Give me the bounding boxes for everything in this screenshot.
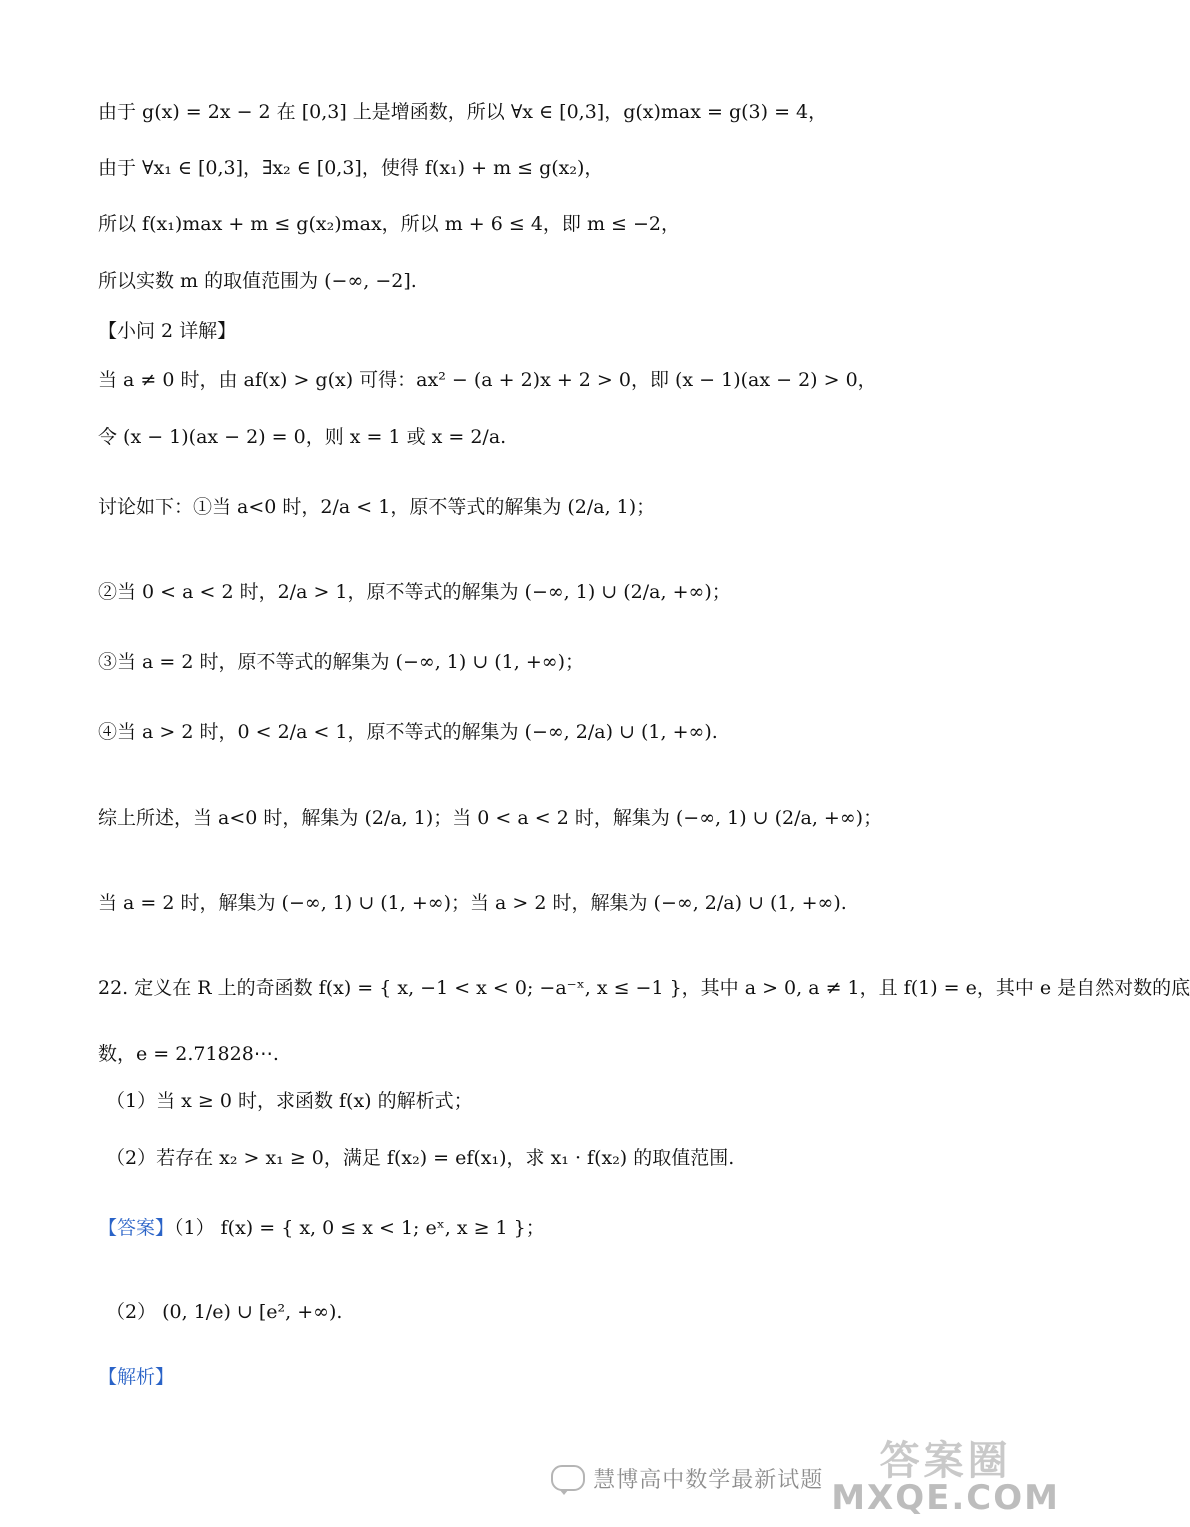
- watermark: [551, 1438, 1060, 1518]
- text-line: ④当 a > 2 时，0 < 2/a < 1，原不等式的解集为 (−∞, 2/a) ∪ (1, +∞).: [98, 721, 718, 743]
- watermark-logo-en: MXQE.COM: [831, 1478, 1060, 1518]
- answer-label: 【答案】: [98, 1217, 175, 1239]
- text-line: 综上所述，当 a<0 时，解集为 (2/a, 1)；当 0 < a < 2 时，解集为 (−∞, 1) ∪ (2/a, +∞)；: [98, 807, 883, 829]
- answer-part-2: （2） (0, 1/e) ∪ [e², +∞).: [106, 1301, 343, 1323]
- text-line: 数，e = 2.71828⋯.: [98, 1043, 279, 1065]
- text-line: 当 a ≠ 0 时，由 af(x) > g(x) 可得：ax² − (a + 2)x + 2 > 0，即 (x − 1)(ax − 2) > 0，: [98, 369, 877, 391]
- watermark-logo: [831, 1438, 1060, 1518]
- text-line: 由于 g(x) = 2x − 2 在 [0,3] 上是增函数，所以 ∀x ∈ [0,3]，g(x)max = g(3) = 4，: [98, 101, 828, 123]
- analysis-line: [98, 1362, 1020, 1392]
- text-line: 讨论如下：①当 a<0 时，2/a < 1，原不等式的解集为 (2/a, 1)；: [98, 496, 656, 518]
- watermark-wechat-text: 慧博高中数学最新试题: [593, 1467, 824, 1493]
- answer-part-1: （1） f(x) = { x, 0 ≤ x < 1; eˣ, x ≥ 1 }；: [174, 1217, 545, 1239]
- wechat-bubble-icon: [551, 1465, 585, 1491]
- text-line: ②当 0 < a < 2 时，2/a > 1，原不等式的解集为 (−∞, 1) ∪ (2/a, +∞)；: [98, 581, 731, 603]
- watermark-logo-cn: 答案圈: [879, 1438, 1012, 1484]
- analysis-label: 【解析】: [98, 1366, 175, 1388]
- text-line: 所以实数 m 的取值范围为 (−∞, −2].: [98, 270, 417, 292]
- section-heading: 【小问 2 详解】: [98, 320, 237, 342]
- answer-line: [98, 1213, 1020, 1243]
- question-part-2: （2）若存在 x₂ > x₁ ≥ 0，满足 f(x₂) = ef(x₁)，求 x₁ · f(x₂) 的取值范围.: [106, 1147, 735, 1169]
- text-line: ③当 a = 2 时，原不等式的解集为 (−∞, 1) ∪ (1, +∞)；: [98, 651, 585, 673]
- text-line: 所以 f(x₁)max + m ≤ g(x₂)max，所以 m + 6 ≤ 4，即 m ≤ −2，: [98, 213, 680, 235]
- text-line: 当 a = 2 时，解集为 (−∞, 1) ∪ (1, +∞)；当 a > 2 时，解集为 (−∞, 2/a) ∪ (1, +∞).: [98, 892, 847, 914]
- text-line: 令 (x − 1)(ax − 2) = 0，则 x = 1 或 x = 2/a.: [98, 426, 507, 448]
- question-part-1: （1）当 x ≥ 0 时，求函数 f(x) 的解析式；: [106, 1090, 473, 1112]
- question-22: 22. 定义在 R 上的奇函数 f(x) = { x, −1 < x < 0; −a⁻ˣ, x ≤ −1 }，其中 a > 0, a ≠ 1，且 f(1) = e，其中 e 是自然对数的底: [98, 977, 1190, 999]
- text-line: 由于 ∀x₁ ∈ [0,3]，∃x₂ ∈ [0,3]，使得 f(x₁) + m ≤ g(x₂)，: [98, 157, 604, 179]
